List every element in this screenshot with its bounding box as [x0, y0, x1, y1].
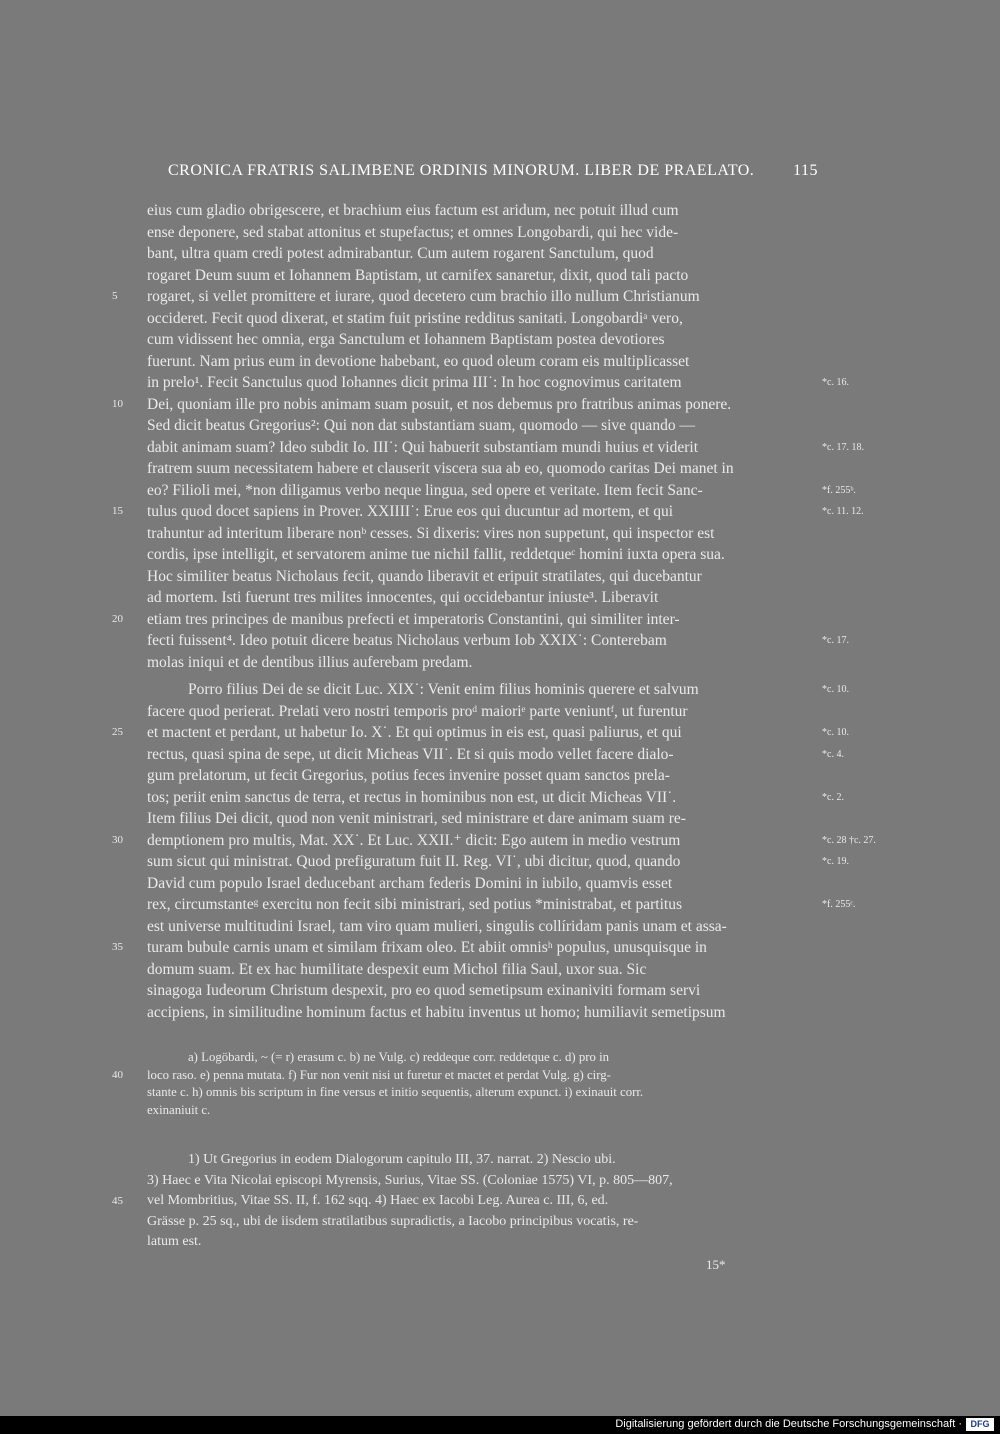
text-line: [0, 722, 1000, 744]
line-number: 15: [112, 505, 123, 517]
line-text: turam bubule carnis unam et similam frixam oleo. Et abiit omnisʰ populus, unusquisque in: [147, 939, 707, 956]
text-line: [0, 415, 1000, 437]
line-text: cordis, ipse intelligit, et servatorem anime tue nichil fallit, reddetqueᶜ homini iuxta opera sua.: [147, 546, 725, 563]
text-line: [0, 437, 1000, 459]
text-line: [0, 787, 1000, 809]
line-text: tulus quod docet sapiens in Prover. XXIIII˙: Erue eos qui ducuntur ad mortem, et qui: [147, 503, 674, 520]
line-text: et mactent et perdant, ut habetur Io. X˙. Et qui optimus in eis est, quasi paliurus, et qui: [147, 724, 682, 741]
margin-note: *c. 11. 12.: [822, 506, 864, 517]
margin-note: *c. 28 †c. 27.: [822, 834, 876, 846]
line-text: 3) Haec e Vita Nicolai episcopi Myrensis, Surius, Vitae SS. (Coloniae 1575) VI, p. 805—807,: [147, 1172, 673, 1188]
line-text: rogaret Deum suum et Iohannem Baptistam, ut carnifex sanaretur, dixit, quod tali pacto: [147, 266, 689, 284]
margin-note: *c. 17. 18.: [822, 441, 864, 453]
line-text: est universe multitudini Israel, tam viro quam mulieri, singulis collíridam panis unam et assa-: [147, 917, 727, 935]
text-line: [0, 1171, 1000, 1192]
footnotes: [0, 1150, 1000, 1253]
line-text: domum suam. Et ex hac humilitate despexit eum Michol filia Saul, uxor sua. Sic: [147, 960, 647, 978]
text-line: [0, 1232, 1000, 1253]
margin-note: *c. 19.: [822, 856, 849, 867]
text-line: [0, 523, 1000, 545]
line-text: dabit animam suam? Ideo subdit Io. III˙: Qui habuerit substantiam mundi huius et viderit: [147, 438, 698, 456]
line-text: eo? Filioli mei, *non diligamus verbo neque lingua, sed opere et veritate. Item fecit Sanc-: [147, 481, 703, 499]
text-line: [0, 937, 1000, 959]
text-line: [0, 1212, 1000, 1233]
line-text: accipiens, in similitudine hominum factus et habitu inventus ut homo; humiliavit semetipsum: [147, 1003, 726, 1021]
text-line: [0, 329, 1000, 351]
line-text: fratrem suum necessitatem habere et clauserit viscera sua ab eo, quomodo caritas Dei manet in: [147, 460, 734, 477]
text-line: [0, 701, 1000, 723]
text-line: [0, 1150, 1000, 1171]
margin-note: *c. 16.: [822, 377, 849, 388]
text-line: [0, 501, 1000, 523]
line-text: occideret. Fecit quod dixerat, et statim fuit pristine redditus sanitati. Longobardiᵃ vero,: [147, 309, 683, 327]
line-text: David cum populo Israel deducebant archam federis Domini in iubilo, quamvis esset: [147, 874, 673, 892]
text-line: [0, 679, 1000, 701]
line-text: exinaniuit c.: [147, 1102, 211, 1117]
line-text: loco raso. e) penna mutata. f) Fur non venit nisi ut furetur et mactet et perdat Vulg. g) cirg-: [147, 1067, 611, 1082]
main-text-block-2: [0, 679, 1000, 1023]
critical-apparatus: [0, 1049, 1000, 1119]
line-text: Item filius Dei dicit, quod non venit ministrari, sed ministrare et dare animam suam re-: [147, 810, 686, 827]
line-text: sum sicut qui ministrat. Quod prefiguratum fuit II. Reg. VI˙, ubi dicitur, quod, quando: [147, 853, 681, 870]
line-text: rex, circumstanteᵍ exercitu non fecit sibi ministrari, sed potius *ministrabat, et partitus: [147, 896, 682, 913]
line-text: Sed dicit beatus Gregorius²: Qui non dat substantiam suam, quomodo — sive quando —: [147, 417, 695, 434]
text-line: [0, 458, 1000, 480]
text-line: [0, 851, 1000, 873]
text-line: [0, 480, 1000, 502]
text-line: [0, 1049, 1000, 1067]
text-line: [0, 372, 1000, 394]
text-line: [0, 286, 1000, 308]
line-number: 30: [112, 833, 123, 846]
line-text: stante c. h) omnis bis scriptum in fine versus et initio sequentis, alterum expunct. i) exinauit corr.: [147, 1085, 644, 1099]
line-text: molas iniqui et de dentibus illius auferebam predam.: [147, 653, 473, 671]
text-line: [0, 1191, 1000, 1212]
line-text: ad mortem. Isti fuerunt tres milites innocentes, qui occidebantur iniuste³. Liberavit: [147, 589, 659, 606]
line-number: 35: [112, 941, 123, 953]
dfg-logo: DFG: [966, 1418, 994, 1431]
text-line: [0, 894, 1000, 916]
text-line: [0, 566, 1000, 588]
margin-note: *c. 10.: [822, 684, 849, 695]
text-line: [0, 394, 1000, 416]
line-number: 20: [112, 612, 123, 625]
text-line: [0, 609, 1000, 631]
line-text: eius cum gladio obrigescere, et brachium eius factum est aridum, nec potuit illud cum: [147, 202, 679, 219]
margin-note: *f. 255ᶜ.: [822, 899, 856, 910]
line-number: 10: [112, 397, 123, 410]
line-text: demptionem pro multis, Mat. XX˙. Et Luc. XXII.⁺ dicit: Ego autem in medio vestrum: [147, 831, 681, 849]
text-line: [0, 873, 1000, 895]
line-text: Hoc similiter beatus Nicholaus fecit, quando liberavit et eripuit stratilates, qui ducebantur: [147, 567, 702, 585]
margin-note: *f. 255ᵇ.: [822, 484, 856, 496]
line-text: rogaret, si vellet promittere et iurare, quod decetero cum brachio illo nullum Christianum: [147, 288, 700, 305]
line-text: fecti fuissent⁴. Ideo potuit dicere beatus Nicholaus verbum Iob XXIX˙: Conterebam: [147, 632, 667, 649]
text-line: [0, 630, 1000, 652]
text-line: [0, 959, 1000, 981]
margin-note: *c. 17.: [822, 635, 849, 646]
signature-mark: 15*: [706, 1257, 726, 1272]
text-line: [0, 265, 1000, 287]
text-line: [0, 243, 1000, 265]
line-text: facere quod perierat. Prelati vero nostri temporis proᵈ maioriᵉ parte veniuntᶠ, ut furentur: [147, 702, 688, 720]
text-line: [0, 222, 1000, 244]
text-line: [0, 916, 1000, 938]
text-line: [0, 1102, 1000, 1120]
text-line: [0, 808, 1000, 830]
line-number: 25: [112, 726, 123, 738]
line-number: 40: [112, 1068, 123, 1081]
footer-bar: [0, 1416, 1000, 1434]
line-text: gum prelatorum, ut fecit Gregorius, potius feces invenire posset quam sanctos prela-: [147, 767, 670, 784]
line-text: 1) Ut Gregorius in eodem Dialogorum capitulo III, 37. narrat. 2) Nescio ubi.: [188, 1152, 616, 1167]
margin-note: *c. 4.: [822, 748, 844, 760]
line-number: 45: [112, 1195, 123, 1207]
line-text: etiam tres principes de manibus prefecti et imperatoris Constantini, qui similiter inter-: [147, 610, 680, 628]
text-line: [0, 652, 1000, 674]
text-line: [0, 980, 1000, 1002]
text-line: [0, 1067, 1000, 1085]
line-text: ense deponere, sed stabat attonitus et stupefactus; et omnes Longobardi, qui hec vide-: [147, 223, 679, 241]
line-text: fuerunt. Nam prius eum in devotione habebant, eo quod oleum coram eis multiplicasset: [147, 352, 690, 370]
line-text: tos; periit enim sanctus de terra, et rectus in hominibus non est, ut dicit Micheas VII˙.: [147, 788, 677, 806]
page-number: 115: [793, 162, 818, 179]
line-text: latum est.: [147, 1234, 202, 1249]
line-text: Dei, quoniam ille pro nobis animam suam posuit, et nos debemus pro fratribus animas ponere.: [147, 395, 732, 413]
line-number: 5: [112, 290, 118, 302]
text-line: [0, 308, 1000, 330]
margin-note: *c. 2.: [822, 791, 844, 803]
margin-note: *c. 10.: [822, 727, 849, 738]
text-line: [0, 587, 1000, 609]
line-text: Grässe p. 25 sq., ubi de iisdem stratilatibus supradictis, a Iacobo principibus vocatis, re-: [147, 1213, 639, 1229]
line-text: in prelo¹. Fecit Sanctulus quod Iohannes dicit prima III˙: In hoc cognovimus caritatem: [147, 374, 682, 391]
text-line: [0, 1084, 1000, 1102]
running-title: CRONICA FRATRIS SALIMBENE ORDINIS MINORUM. LIBER DE PRAELATO.: [168, 162, 755, 179]
text-line: [0, 830, 1000, 852]
line-text: Porro filius Dei de se dicit Luc. XIX˙: Venit enim filius hominis querere et salvum: [188, 681, 699, 698]
line-text: rectus, quasi spina de sepe, ut dicit Micheas VII˙. Et si quis modo vellet facere dialo-: [147, 745, 674, 763]
text-line: [0, 351, 1000, 373]
text-line: [0, 1002, 1000, 1024]
line-text: sinagoga Iudeorum Christum despexit, pro eo quod semetipsum exinaniviti formam servi: [147, 982, 701, 999]
text-line: [0, 200, 1000, 222]
line-text: a) Logöbardi, ~ (= r) erasum c. b) ne Vulg. c) reddeque corr. reddetque c. d) pro in: [188, 1050, 610, 1064]
line-text: bant, ultra quam credi potest admirabantur. Cum autem rogarent Sanctulum, quod: [147, 245, 654, 262]
text-line: [0, 744, 1000, 766]
line-text: trahuntur ad interitum liberare nonᵇ cesses. Si dixeris: vires non suppetunt, qui inspector est: [147, 524, 715, 542]
text-line: [0, 544, 1000, 566]
line-text: vel Mombritius, Vitae SS. II, f. 162 sqq. 4) Haec ex Iacobi Leg. Aurea c. III, 6, ed.: [147, 1193, 609, 1208]
footer-credit: Digitalisierung gefördert durch die Deutsche Forschungsgemeinschaft ·: [615, 1418, 962, 1430]
main-text-block: [0, 200, 1000, 673]
line-text: cum vidissent hec omnia, erga Sanctulum et Iohannem Baptistam postea devotiores: [147, 331, 665, 348]
text-line: [0, 765, 1000, 787]
